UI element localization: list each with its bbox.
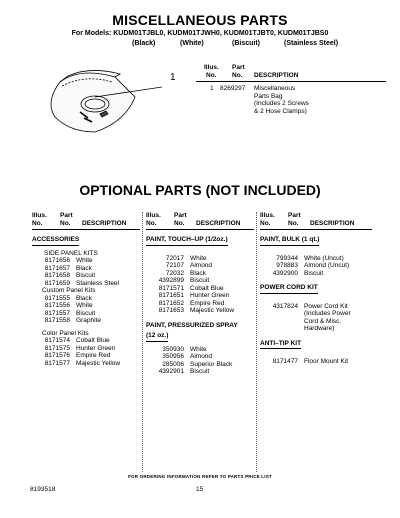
col1-header-illus-no: No. — [32, 220, 43, 227]
row-desc-line1: Miscellaneous — [254, 85, 296, 92]
col1-header-desc: DESCRIPTION — [82, 220, 127, 227]
parts-bag-illustration — [40, 62, 170, 142]
part-description: Empire Red — [76, 352, 111, 359]
part-number: 350930 — [162, 345, 184, 353]
row-desc-line4: & 2 Hose Clamps) — [254, 107, 307, 115]
part-description: Almond — [190, 262, 213, 269]
part-number: 8171574 — [44, 337, 70, 344]
optional-column-1 — [32, 212, 140, 367]
col2-header-part: Part — [174, 212, 187, 219]
part-number: 72107 — [165, 262, 184, 269]
header-part: Part — [232, 64, 245, 71]
section-paint-spray: PAINT, PRESSURIZED SPRAY — [146, 321, 238, 329]
list-item — [32, 280, 140, 288]
col3-header-desc: DESCRIPTION — [310, 220, 355, 227]
part-description: (Includes Power — [304, 310, 351, 317]
column-2-header — [146, 212, 254, 229]
row-desc-line2: Parts Bag — [254, 92, 283, 100]
col1-header-part: Part — [60, 212, 73, 219]
section-anti-tip-kit: ANTI–TIP KIT — [260, 340, 301, 350]
part-number: 8171656 — [44, 257, 70, 264]
list-item — [32, 295, 140, 303]
part-description: White (Uncut) — [304, 254, 344, 262]
part-number: 4392899 — [158, 277, 184, 284]
part-description: Almond — [190, 353, 213, 360]
list-item — [146, 361, 254, 369]
row-desc-line3: (Includes 2 Screws — [254, 100, 309, 107]
list-item — [32, 352, 140, 360]
optional-parts-title: OPTIONAL PARTS (NOT INCLUDED) — [79, 182, 321, 198]
list-item — [32, 337, 140, 345]
list-item — [146, 262, 254, 270]
list-item — [260, 255, 372, 263]
part-description: Cobalt Blue — [76, 337, 110, 344]
part-number: 8171653 — [158, 307, 184, 314]
finish-white: (White) — [180, 40, 204, 47]
part-description: Hunter Green — [190, 292, 230, 299]
part-description: Hunter Green — [76, 344, 116, 352]
section-paint-bulk: PAINT, BULK (1 qt.) — [260, 236, 319, 246]
part-description: Cord & Misc. — [304, 317, 342, 325]
list-item — [146, 255, 254, 263]
section-paint-spray-size: (12 oz.) — [146, 332, 168, 342]
part-number: 8171575 — [44, 344, 70, 352]
part-number: 8171658 — [44, 272, 70, 279]
part-number: 8171555 — [44, 294, 70, 302]
header-illus: Illus. — [204, 64, 219, 71]
part-description: Empire Red — [190, 299, 225, 307]
part-description: Biscuit — [304, 269, 324, 277]
part-number: 8171576 — [44, 352, 70, 359]
part-number: 4392901 — [158, 368, 184, 375]
part-description: Biscuit — [76, 309, 96, 317]
part-description: Hardware) — [304, 325, 335, 332]
part-description: White — [190, 345, 207, 353]
part-number: 8171571 — [158, 284, 184, 292]
custom-panel-kits-label: Custom Panel Kits — [42, 287, 96, 294]
col3-header-illus-no: No. — [260, 220, 271, 227]
part-number: 8171651 — [158, 292, 184, 299]
ordering-note: FOR ORDERING INFORMATION REFER TO PARTS PRICE LIST — [128, 474, 272, 479]
part-number: 978883 — [276, 262, 298, 269]
row-illus: 1 — [210, 85, 214, 92]
finish-black: (Black) — [132, 40, 156, 47]
finish-stainless: (Stainless Steel) — [284, 40, 339, 47]
callout-number: 1 — [170, 72, 176, 83]
list-item — [32, 265, 140, 273]
part-number: 8171577 — [44, 359, 70, 367]
list-item-cont — [260, 325, 372, 333]
list-item — [146, 277, 254, 285]
column-divider — [256, 212, 257, 472]
col3-header-part-no: No. — [288, 220, 299, 227]
section-accessories: ACCESSORIES — [32, 236, 79, 246]
list-item — [146, 292, 254, 300]
part-description: White — [76, 302, 93, 309]
col2-header-desc: DESCRIPTION — [196, 220, 241, 227]
list-item — [32, 310, 140, 318]
header-description: DESCRIPTION — [254, 72, 299, 79]
list-item — [32, 272, 140, 280]
list-item — [146, 346, 254, 354]
col2-header-illus: Illus. — [146, 212, 161, 219]
page-number: 15 — [196, 486, 204, 493]
list-item — [260, 358, 372, 366]
section-paint-touchup: PAINT, TOUCH–UP (1/2oz.) — [146, 236, 228, 246]
side-panel-kits-label: SIDE PANEL KITS — [44, 249, 98, 257]
part-description: Graphite — [76, 317, 101, 324]
part-description: Majestic Yellow — [76, 359, 121, 367]
col3-header-part: Part — [288, 212, 301, 219]
column-divider — [142, 212, 143, 472]
row-part: 8269297 — [220, 85, 246, 92]
page-title: MISCELLANEOUS PARTS — [112, 12, 288, 28]
optional-column-3 — [260, 212, 372, 366]
part-number: 8171652 — [158, 299, 184, 307]
part-description: Biscuit — [76, 272, 96, 279]
part-number: 8171558 — [44, 317, 70, 324]
part-description: Biscuit — [190, 277, 210, 284]
part-description: Black — [76, 294, 92, 302]
list-item — [32, 345, 140, 353]
list-item-cont — [260, 310, 372, 318]
col3-header-illus: Illus. — [260, 212, 275, 219]
model-list: For Models: KUDM01TJBL0, KUDM01TJWH0, KUDM01TJBT0, KUDM01TJBS0 — [71, 30, 329, 37]
part-description: Superior Black — [190, 360, 233, 368]
list-item — [260, 262, 372, 270]
part-description: Biscuit — [190, 368, 210, 375]
part-description: Stainless Steel — [76, 279, 119, 287]
list-item — [146, 307, 254, 315]
part-number: 799344 — [276, 254, 298, 262]
part-description: Black — [76, 264, 92, 272]
part-number: 8171556 — [44, 302, 70, 309]
part-number: 4317824 — [272, 302, 298, 310]
part-number: 350956 — [162, 353, 184, 360]
col3-rule — [260, 229, 372, 230]
part-description: Black — [190, 269, 206, 277]
part-description: Floor Mount Kit — [304, 358, 349, 365]
finish-biscuit: (Biscuit) — [232, 40, 260, 47]
list-item — [146, 368, 254, 376]
part-number: 72017 — [165, 254, 184, 262]
part-number: 4392900 — [272, 269, 298, 277]
section-power-cord-kit: POWER CORD KIT — [260, 284, 318, 294]
list-item — [146, 270, 254, 278]
list-item — [260, 270, 372, 278]
col2-header-illus-no: No. — [146, 220, 157, 227]
part-number: 285006 — [162, 360, 184, 368]
list-item — [146, 300, 254, 308]
header-part-no: No. — [232, 72, 243, 79]
col2-header-part-no: No. — [174, 220, 185, 227]
document-number: 8193518 — [30, 486, 56, 493]
color-panel-kits-label: Color Panel Kits — [42, 329, 89, 337]
col1-header-illus: Illus. — [32, 212, 47, 219]
col2-rule — [146, 229, 254, 230]
optional-column-2 — [146, 212, 254, 376]
column-3-header — [260, 212, 372, 229]
list-item — [260, 303, 372, 311]
list-item — [32, 317, 140, 325]
part-description: Majestic Yellow — [190, 307, 235, 314]
col1-header-part-no: No. — [60, 220, 71, 227]
part-description: Almond (Uncut) — [304, 262, 350, 269]
col1-rule — [32, 229, 140, 230]
part-number: 8171659 — [44, 279, 70, 287]
part-number: 8171657 — [44, 264, 70, 272]
part-number: 72032 — [165, 269, 184, 277]
misc-table-rule — [196, 81, 386, 82]
list-item-cont — [260, 318, 372, 326]
part-description: Cobalt Blue — [190, 284, 224, 292]
list-item — [32, 360, 140, 368]
list-item — [32, 302, 140, 310]
list-item — [146, 353, 254, 361]
header-illus-no: No. — [206, 72, 217, 79]
column-1-header — [32, 212, 140, 229]
part-description: White — [190, 254, 207, 262]
list-item — [32, 257, 140, 265]
part-number: 8171557 — [44, 309, 70, 317]
part-number: 8171477 — [272, 358, 298, 365]
part-description: Power Cord Kit — [304, 302, 348, 310]
list-item — [146, 285, 254, 293]
part-description: White — [76, 257, 93, 264]
